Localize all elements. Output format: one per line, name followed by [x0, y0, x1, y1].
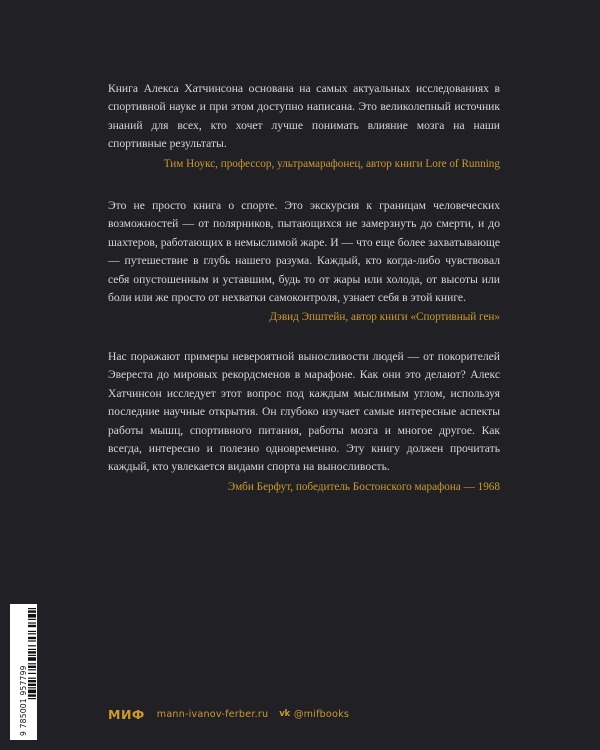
barcode-bar	[28, 651, 36, 653]
barcode-bar	[28, 610, 36, 612]
barcode-bar	[28, 655, 36, 656]
social-handle[interactable]: @mifbooks	[293, 708, 350, 720]
review-2-text: Это не просто книга о спорте. Это экскурсия к границам человеческих возможностей — от полярников, пытающихся не замерзнуть до смерти, и до шахтеров, работающих в немыслимой жаре. И — что еще более захватывающе — путешествие в глубь нашего разума. Каждый, кто когда-либо чувствовал себя опустошенным и уставшим, будь то от жары или холода, от высоты или боли или же просто от нехватки самоконтроля, узнает себя в этой книге.	[108, 199, 500, 305]
review-3-author: Эмби Берфут, победитель Бостонского марафона — 1968	[227, 480, 500, 493]
barcode-bar	[28, 619, 36, 620]
barcode-bar	[28, 649, 36, 650]
barcode-bar	[28, 633, 36, 634]
review-2-author: Дэвид Эпштейн, автор книги «Спортивный ген»	[269, 311, 500, 324]
barcode-bar	[28, 663, 36, 664]
barcode-bar	[28, 687, 36, 688]
review-1	[108, 80, 500, 173]
barcode-bar	[28, 698, 36, 699]
barcode-bar	[28, 657, 36, 661]
review-3	[108, 348, 500, 496]
barcode-bar	[28, 673, 36, 674]
barcode-bar	[28, 631, 36, 632]
review-2	[108, 197, 500, 327]
vk-icon[interactable]: vk	[279, 709, 290, 719]
barcode-bar	[28, 669, 36, 670]
review-1-author: Тим Ноукс, профессор, ультрамарафонец, автор книги Lore of Running	[163, 157, 500, 170]
barcode-bar	[28, 608, 36, 609]
barcode-bar	[28, 645, 36, 646]
barcode-bar	[28, 684, 36, 686]
barcode-bar	[28, 614, 36, 618]
barcode-bar	[28, 625, 36, 627]
barcode-bar	[28, 622, 36, 623]
publisher-footer	[108, 706, 349, 722]
barcode-bar	[28, 680, 36, 682]
publisher-site-link[interactable]: mann-ivanov-ferber.ru	[156, 708, 269, 720]
barcode-bar	[28, 678, 36, 679]
barcode-digits: 9 785001 957799	[19, 665, 28, 736]
review-1-text: Книга Алекса Хатчинсона основана на самых актуальных исследованиях в спортивной науке и при этом доступно написана. Это великолепный источник знаний для всех, кто хочет лучше понимать влияние мозга на наши спортивные результаты.	[108, 82, 500, 151]
review-3-text: Нас поражают примеры невероятной выносливости людей — от покорителей Эвереста до мировых рекордсменов в марафоне. Как они это делают? Алекс Хатчинсон исследует этот вопрос под каждым мыслимым углом, используя последние научные открытия. Он глубоко изучает самые интересные аспекты работы мышц, спортивного питания, работы мозга и многое другое. Как всегда, интересно и полезно одновременно. Эту книгу должен прочитать каждый, кто увлекается видами спорта на выносливость.	[108, 350, 500, 474]
barcode-bar	[28, 690, 36, 694]
barcode-bar	[28, 666, 36, 668]
publisher-logo: МИФ	[108, 706, 145, 722]
barcode-bar	[28, 637, 36, 639]
barcode-bar	[28, 640, 36, 641]
isbn-barcode	[10, 604, 37, 740]
barcode-bar	[28, 694, 36, 696]
